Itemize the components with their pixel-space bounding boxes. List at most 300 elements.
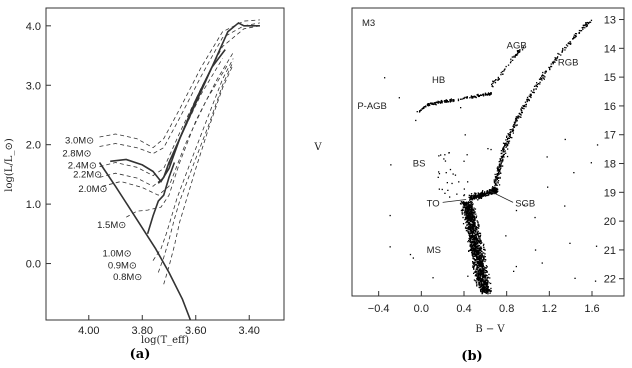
b-star-point (569, 243, 570, 244)
b-star-point (564, 49, 565, 50)
b-star-point (473, 208, 474, 209)
b-star-point (476, 217, 477, 218)
b-star-point (535, 85, 536, 86)
b-star-point (473, 224, 474, 225)
b-star-point (464, 205, 465, 206)
b-star-point (479, 271, 480, 272)
b-ytick-label: 13 (603, 14, 616, 27)
b-star-point (467, 181, 468, 182)
b-star-point (482, 275, 483, 276)
b-star-point (467, 230, 468, 231)
a-mass-label: 1.0M⊙ (102, 248, 132, 260)
b-xtick-label: −0.4 (367, 303, 390, 315)
b-star-point (472, 233, 473, 234)
b-star-point (471, 241, 472, 242)
b-star-point (428, 105, 429, 106)
b-star-point (483, 270, 484, 271)
b-star-point (437, 101, 438, 102)
b-star-point (481, 266, 482, 267)
b-star-point (506, 144, 507, 145)
b-star-point (591, 162, 592, 163)
b-star-point (465, 227, 466, 228)
b-star-point (498, 77, 499, 78)
b-star-point (525, 104, 526, 105)
b-star-point (552, 63, 553, 64)
b-star-point (547, 187, 548, 188)
b-star-point (506, 66, 507, 67)
b-star-point (480, 243, 481, 244)
a-xtick-label: 3.60 (185, 325, 207, 337)
b-star-point (574, 278, 575, 279)
b-star-point (500, 158, 501, 159)
b-star-point (479, 238, 480, 239)
b-star-point (514, 122, 515, 123)
b-star-point (464, 212, 465, 213)
b-star-point (474, 248, 475, 249)
b-star-point (415, 120, 416, 121)
b-star-point (438, 171, 439, 172)
b-star-point (473, 257, 474, 258)
b-star-point (485, 259, 486, 260)
b-star-point (451, 98, 452, 99)
b-star-point (460, 99, 461, 100)
b-star-point (584, 24, 585, 25)
b-star-point (482, 191, 483, 192)
b-star-point (476, 271, 477, 272)
b-star-point (468, 214, 469, 215)
b-star-point (533, 89, 534, 90)
b-star-point (469, 207, 470, 208)
b-star-point (474, 193, 475, 194)
b-star-point (481, 253, 482, 254)
b-star-point (390, 246, 391, 247)
b-star-point (494, 179, 495, 180)
b-star-point (502, 74, 503, 75)
b-star-point (517, 120, 518, 121)
b-star-point (430, 103, 431, 104)
b-star-point (478, 280, 479, 281)
b-star-point (485, 267, 486, 268)
b-star-point (480, 260, 481, 261)
b-star-point (468, 202, 469, 203)
b-star-point (444, 193, 445, 194)
b-star-point (562, 48, 563, 49)
a-ytick-label: 4.0 (25, 20, 41, 33)
b-star-point (460, 203, 461, 204)
b-star-point (515, 125, 516, 126)
b-star-point (478, 277, 479, 278)
b-star-point (481, 198, 482, 199)
b-star-point (486, 265, 487, 266)
b-star-point (438, 155, 439, 156)
b-star-point (499, 79, 500, 80)
b-star-point (464, 97, 465, 98)
b-star-point (483, 259, 484, 260)
b-star-point (468, 206, 469, 207)
b-annotation-to: TO (426, 198, 440, 210)
b-star-point (495, 183, 496, 184)
b-star-point (471, 244, 472, 245)
b-star-point (513, 124, 514, 125)
b-star-point (473, 209, 474, 210)
b-star-point (564, 205, 565, 206)
b-star-point (467, 276, 468, 277)
b-star-point (478, 261, 479, 262)
b-star-point (516, 266, 517, 267)
b-star-point (480, 273, 481, 274)
b-star-point (489, 277, 490, 278)
b-star-point (569, 43, 570, 44)
b-ytick-label: 19 (603, 187, 616, 200)
b-star-point (510, 62, 511, 63)
b-star-point (544, 73, 545, 74)
b-star-point (474, 220, 475, 221)
b-star-point (477, 220, 478, 221)
b-star-point (487, 148, 488, 149)
b-star-point (469, 218, 470, 219)
b-star-point (525, 102, 526, 103)
b-star-point (462, 217, 463, 218)
b-star-point (566, 44, 567, 45)
b-star-point (481, 263, 482, 264)
b-star-point (508, 65, 509, 66)
b-star-point (478, 241, 479, 242)
b-star-point (458, 100, 459, 101)
a-mass-label: 0.8M⊙ (113, 272, 143, 284)
b-star-point (445, 160, 446, 161)
b-star-point (433, 104, 434, 105)
b-star-point (485, 280, 486, 281)
b-star-point (487, 292, 488, 293)
b-star-point (490, 283, 491, 284)
b-star-point (461, 201, 462, 202)
b-star-point (498, 173, 499, 174)
b-star-point (438, 177, 439, 178)
b-star-point (542, 77, 543, 78)
b-star-point (503, 143, 504, 144)
b-star-point (579, 30, 580, 31)
a-mass-label: 0.9M⊙ (107, 260, 137, 272)
b-star-point (526, 99, 527, 100)
b-star-point (485, 287, 486, 288)
b-star-point (514, 127, 515, 128)
b-star-point (432, 277, 433, 278)
b-star-point (481, 271, 482, 272)
b-star-point (576, 33, 577, 34)
b-star-point (469, 195, 470, 196)
b-star-point (486, 191, 487, 192)
panel-a-ylabel: log(L/L_⊙) (4, 138, 15, 192)
b-star-point (483, 244, 484, 245)
b-star-point (450, 101, 451, 102)
b-star-point (446, 172, 447, 173)
b-star-point (503, 156, 504, 157)
b-star-point (474, 237, 475, 238)
b-star-point (499, 184, 500, 185)
b-star-point (474, 265, 475, 266)
b-star-point (496, 188, 497, 189)
b-star-point (487, 283, 488, 284)
b-star-point (478, 265, 479, 266)
b-star-point (484, 281, 485, 282)
b-star-point (478, 236, 479, 237)
b-star-point (462, 210, 463, 211)
b-star-point (515, 121, 516, 122)
b-star-point (480, 287, 481, 288)
b-star-point (484, 253, 485, 254)
b-star-point (438, 103, 439, 104)
b-star-point (390, 215, 391, 216)
b-star-point (505, 235, 506, 236)
b-ytick-label: 16 (603, 100, 616, 113)
b-star-point (565, 47, 566, 48)
b-star-point (450, 169, 451, 170)
b-star-point (551, 63, 552, 64)
b-ytick-label: 17 (603, 129, 616, 142)
b-star-point (481, 192, 482, 193)
b-star-point (486, 282, 487, 283)
b-star-point (501, 163, 502, 164)
b-star-point (449, 99, 450, 100)
b-star-point (466, 230, 467, 231)
b-star-point (476, 275, 477, 276)
b-star-point (583, 25, 584, 26)
b-star-point (474, 233, 475, 234)
b-star-point (476, 267, 477, 268)
b-star-point (590, 22, 591, 23)
panel-b-ylabel: V (314, 142, 322, 153)
b-star-point (498, 180, 499, 181)
b-star-point (529, 96, 530, 97)
b-star-point (512, 60, 513, 61)
b-star-point (441, 100, 442, 101)
caption-a: (a) (129, 347, 151, 362)
b-star-point (482, 280, 483, 281)
b-star-point (496, 178, 497, 179)
b-star-point (479, 275, 480, 276)
b-star-point (494, 80, 495, 81)
b-star-point (472, 247, 473, 248)
b-star-point (470, 231, 471, 232)
b-star-point (475, 231, 476, 232)
b-star-point (504, 144, 505, 145)
b-star-point (475, 197, 476, 198)
b-star-point (527, 97, 528, 98)
b-star-point (497, 181, 498, 182)
b-ytick-label: 22 (603, 273, 616, 286)
b-star-point (478, 282, 479, 283)
b-star-point (513, 271, 514, 272)
panel-b-title: M3 (362, 18, 376, 29)
b-star-point (475, 208, 476, 209)
b-star-point (447, 182, 448, 183)
b-star-point (483, 257, 484, 258)
b-star-point (470, 213, 471, 214)
b-xtick-label: 0.8 (499, 303, 515, 315)
b-star-point (472, 227, 473, 228)
b-star-point (485, 291, 486, 292)
b-star-point (471, 208, 472, 209)
b-star-point (470, 196, 471, 197)
b-star-point (537, 86, 538, 87)
b-star-point (541, 78, 542, 79)
b-star-point (507, 156, 508, 157)
b-star-point (477, 227, 478, 228)
b-star-point (448, 152, 449, 153)
b-star-point (484, 269, 485, 270)
b-star-point (480, 235, 481, 236)
b-star-point (574, 35, 575, 36)
b-star-point (518, 52, 519, 53)
b-star-point (482, 278, 483, 279)
b-star-point (487, 293, 488, 294)
panel-b-ticks (368, 15, 624, 315)
b-star-point (517, 53, 518, 54)
b-annotation-agb: AGB (506, 40, 527, 52)
b-star-point (447, 190, 448, 191)
b-star-point (477, 195, 478, 196)
b-star-point (469, 222, 470, 223)
b-star-point (425, 105, 426, 106)
b-star-point (474, 254, 475, 255)
b-star-point (472, 253, 473, 254)
b-star-point (471, 237, 472, 238)
b-star-point (489, 93, 490, 94)
b-star-point (485, 94, 486, 95)
b-star-point (435, 102, 436, 103)
b-star-point (489, 293, 490, 294)
b-star-point (467, 212, 468, 213)
b-star-point (505, 153, 506, 154)
b-star-point (472, 255, 473, 256)
b-star-point (586, 25, 587, 26)
b-star-point (478, 223, 479, 224)
b-star-point (390, 164, 391, 165)
b-star-point (470, 237, 471, 238)
b-star-point (503, 70, 504, 71)
b-star-point (477, 245, 478, 246)
b-annotation-sgb: SGB (515, 198, 536, 210)
b-star-point (476, 238, 477, 239)
b-star-point (478, 253, 479, 254)
panel-b-xlabel: B − V (475, 324, 505, 335)
b-star-point (490, 288, 491, 289)
b-star-point (470, 223, 471, 224)
b-star-point (483, 288, 484, 289)
b-star-point (443, 158, 444, 159)
b-star-point (495, 174, 496, 175)
b-star-point (595, 281, 596, 282)
b-star-point (471, 250, 472, 251)
b-star-point (483, 291, 484, 292)
b-star-point (588, 22, 589, 23)
b-star-point (435, 104, 436, 105)
b-star-point (481, 282, 482, 283)
b-star-point (482, 268, 483, 269)
b-star-point (476, 265, 477, 266)
b-star-point (466, 207, 467, 208)
b-sgb-pointer (490, 191, 513, 203)
b-star-point (473, 273, 474, 274)
b-star-point (511, 137, 512, 138)
b-star-point (419, 111, 420, 112)
b-star-point (539, 83, 540, 84)
b-star-point (463, 223, 464, 224)
b-star-point (478, 250, 479, 251)
b-star-point (472, 261, 473, 262)
b-star-point (480, 247, 481, 248)
a-xtick-label: 3.40 (238, 325, 260, 337)
b-star-point (464, 207, 465, 208)
b-star-point (475, 225, 476, 226)
b-star-point (486, 289, 487, 290)
b-star-point (473, 269, 474, 270)
b-star-point (583, 27, 584, 28)
a-track-1-0 (153, 59, 233, 261)
a-mass-label: 2.4M⊙ (67, 160, 97, 172)
b-star-point (488, 192, 489, 193)
b-star-point (479, 280, 480, 281)
b-star-point (497, 174, 498, 175)
b-star-point (500, 173, 501, 174)
b-star-point (462, 212, 463, 213)
b-star-point (488, 194, 489, 195)
b-star-point (475, 214, 476, 215)
b-star-point (496, 177, 497, 178)
b-star-point (499, 171, 500, 172)
b-star-point (462, 213, 463, 214)
b-star-point (473, 258, 474, 259)
b-star-point (515, 55, 516, 56)
b-star-point (513, 130, 514, 131)
b-star-point (515, 56, 516, 57)
b-star-point (542, 72, 543, 73)
a-xtick-label: 4.00 (78, 325, 100, 337)
b-star-point (474, 216, 475, 217)
b-star-point (502, 148, 503, 149)
caption-b: (b) (461, 349, 483, 364)
b-ytick-label: 20 (603, 216, 616, 229)
b-star-point (464, 188, 465, 189)
b-star-point (476, 276, 477, 277)
b-star-point (483, 247, 484, 248)
b-xtick-label: 1.6 (584, 303, 600, 315)
b-star-point (465, 217, 466, 218)
b-star-point (470, 202, 471, 203)
b-star-point (440, 154, 441, 155)
b-star-point (472, 209, 473, 210)
b-star-point (491, 190, 492, 191)
b-star-point (476, 282, 477, 283)
b-star-point (517, 124, 518, 125)
a-track-3-0 (100, 20, 260, 148)
b-star-point (482, 251, 483, 252)
a-track-2-4 (100, 26, 260, 176)
b-star-point (473, 244, 474, 245)
b-star-point (471, 198, 472, 199)
a-xtick-label: 3.80 (131, 325, 153, 337)
b-star-point (510, 131, 511, 132)
b-star-point (484, 284, 485, 285)
b-star-point (504, 69, 505, 70)
b-star-point (479, 245, 480, 246)
b-star-point (481, 256, 482, 257)
a-track-1-5 (126, 53, 233, 218)
b-star-point (539, 82, 540, 83)
a-track-track-solid-3 (148, 163, 175, 234)
b-star-point (469, 238, 470, 239)
b-star-point (471, 247, 472, 248)
